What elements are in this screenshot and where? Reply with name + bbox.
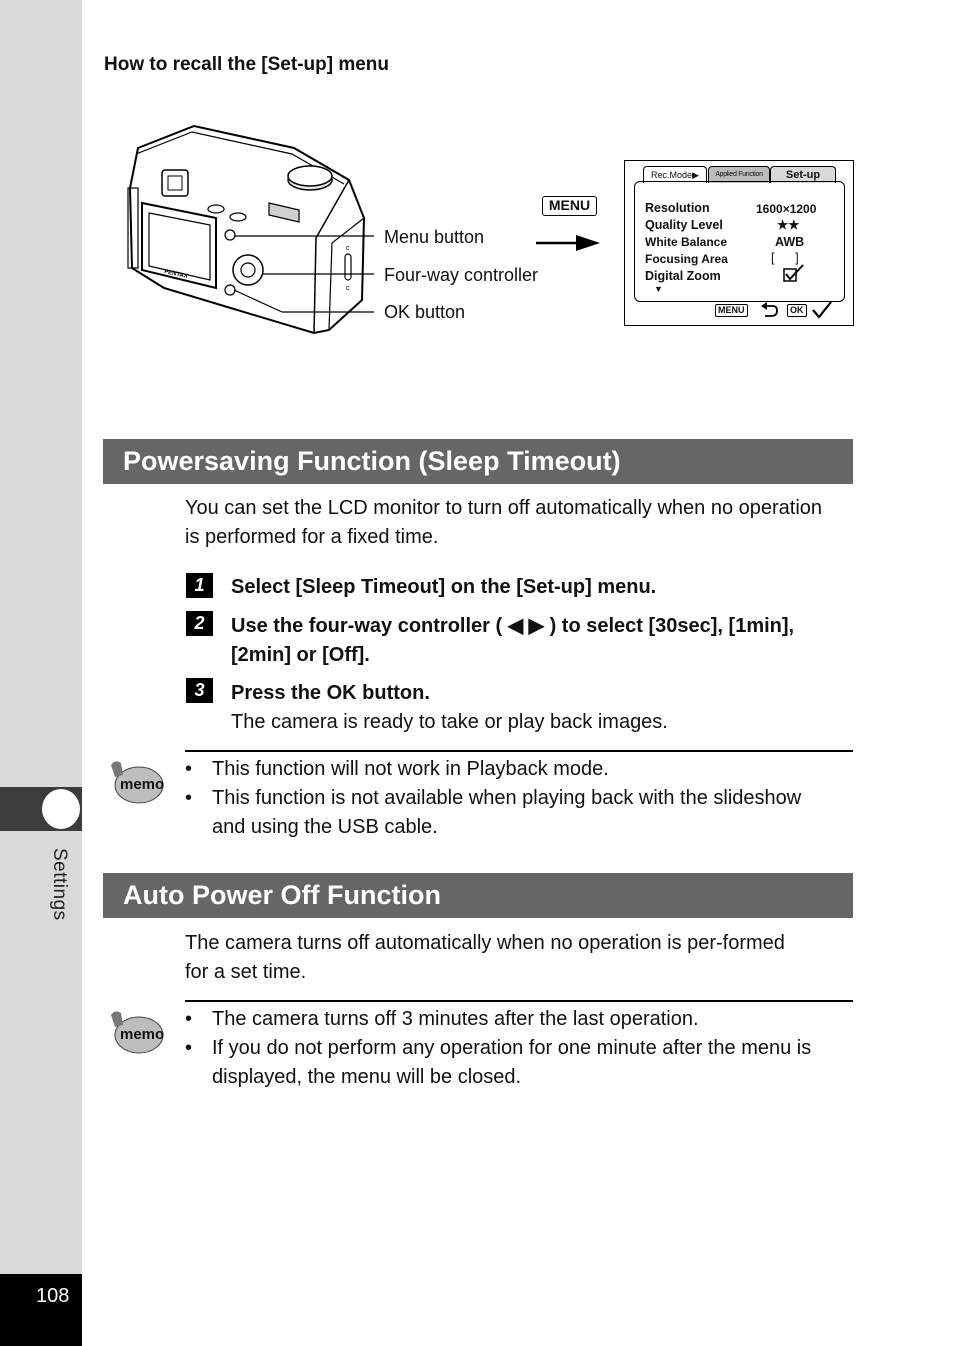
bullet-dot: • — [185, 1037, 193, 1059]
section-header-auto-power-off — [103, 873, 853, 918]
step-subtext: The camera is ready to take or play back images. — [231, 711, 668, 733]
menu-mini-key: MENU — [715, 304, 748, 317]
scroll-down-icon: ▼ — [654, 284, 663, 294]
memo-item: This function is not available when playing back with the slideshow and using the USB cable. — [212, 787, 802, 838]
camera-illustration — [124, 118, 374, 338]
checkbox-checked-icon — [783, 263, 805, 283]
step-text: Select [Sleep Timeout] on the [Set-up] menu. — [231, 576, 657, 598]
bullet-dot: • — [185, 758, 193, 780]
recall-heading: How to recall the [Set-up] menu — [104, 54, 390, 75]
section-intro: The camera turns off automatically when no operation is per-formed for a set time. — [185, 932, 785, 983]
menu-row-label: Digital Zoom — [645, 269, 721, 283]
check-icon — [811, 301, 833, 319]
chapter-marker — [40, 787, 82, 831]
menu-row-value: ★★ — [777, 218, 800, 232]
menu-key-icon: MENU — [542, 196, 597, 216]
memo-icon — [109, 1007, 165, 1055]
divider — [185, 750, 853, 752]
sidebar — [0, 0, 82, 1346]
memo-icon — [109, 757, 165, 805]
bullet-dot: • — [185, 1008, 193, 1030]
tab-rec-mode: Rec.Mode▶ — [643, 166, 707, 183]
memo-label: memo — [120, 776, 165, 793]
memo-item: The camera turns off 3 minutes after the last operation. — [212, 1008, 699, 1030]
section-title: Auto Power Off Function — [123, 880, 441, 910]
menu-row-value: AWB — [775, 235, 805, 249]
ok-button-label: OK button — [384, 302, 466, 322]
lcd-menu-screen — [624, 160, 854, 326]
section-intro: You can set the LCD monitor to turn off automatically when no operation is performed for a fixed time. — [185, 497, 823, 548]
menu-row-value: 1600×1200 — [756, 202, 817, 216]
menu-row-label: White Balance — [645, 235, 728, 249]
camera-brand: PENTAX — [163, 269, 189, 280]
menu-row-label: Resolution — [645, 201, 710, 215]
page-number: 108 — [36, 1285, 70, 1307]
chapter-label: Settings — [49, 848, 70, 921]
step-number: 1 — [186, 573, 213, 598]
step-number: 2 — [186, 611, 213, 636]
right-arrow-icon — [536, 232, 602, 254]
memo-item: This function will not work in Playback mode. — [212, 758, 609, 780]
menu-button-label: Menu button — [384, 227, 485, 247]
menu-row-value: [ ] — [771, 251, 799, 265]
divider — [185, 1000, 853, 1002]
svg-text:c: c — [346, 245, 350, 252]
section-header-powersaving — [103, 439, 853, 484]
step-text: Use the four-way controller ( ◀ ▶ ) to select [30sec], [1min], [2min] or [Off]. — [231, 615, 795, 666]
bullet-dot: • — [185, 787, 193, 809]
svg-text:c: c — [346, 285, 350, 292]
tab-set-up: Set-up — [770, 166, 836, 183]
menu-row-label: Focusing Area — [645, 252, 728, 266]
step-text: Press the OK button. — [231, 682, 430, 704]
ok-mini-key: OK — [787, 304, 807, 317]
memo-label: memo — [120, 1026, 165, 1043]
step-number: 3 — [186, 678, 213, 703]
memo-item: If you do not perform any operation for one minute after the menu is displayed, the menu will be closed. — [212, 1037, 812, 1088]
four-way-controller-label: Four-way controller — [384, 265, 539, 285]
section-title: Powersaving Function (Sleep Timeout) — [123, 446, 621, 476]
back-arrow-icon — [759, 301, 779, 319]
menu-row-label: Quality Level — [645, 218, 723, 232]
tab-applied-function: Applied Function — [708, 166, 770, 183]
